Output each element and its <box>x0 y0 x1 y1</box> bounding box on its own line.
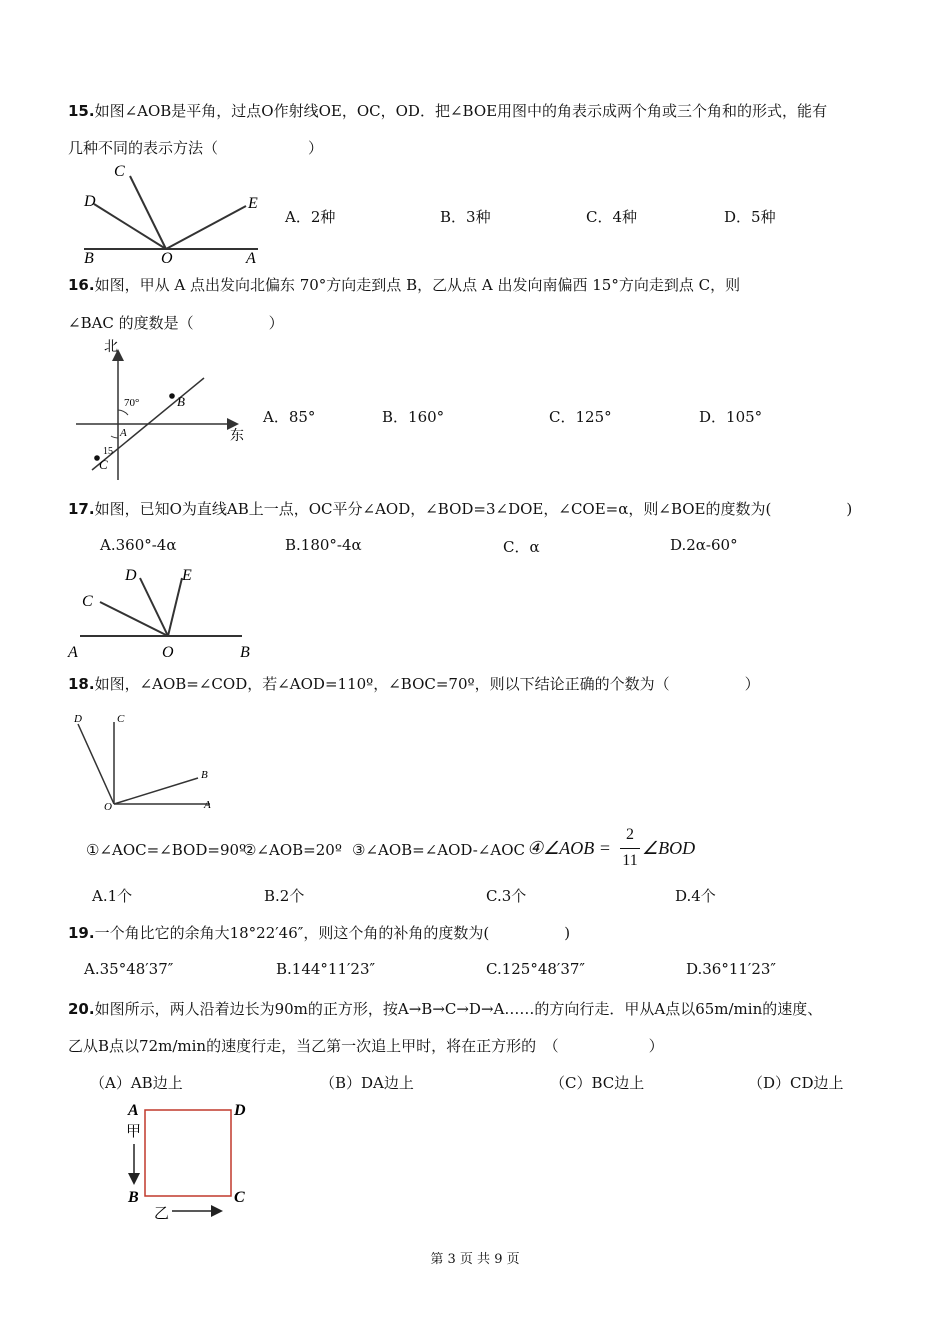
q17-label-b: B <box>240 644 250 661</box>
q18-number: 18. <box>68 675 95 693</box>
q18-fraction-denominator: 11 <box>622 852 638 869</box>
q20-label-yi: 乙 <box>154 1206 170 1222</box>
q18-option-c[interactable]: C.3个 <box>486 887 527 905</box>
q18-label-a: A <box>204 799 211 811</box>
q20-figure <box>120 1098 260 1228</box>
q16-label-70: 70° <box>124 397 140 409</box>
q16-label-15: 15 <box>103 446 113 457</box>
q20-label-c: C <box>234 1189 245 1206</box>
q20-square <box>145 1110 231 1196</box>
q20-label-d: D <box>234 1102 246 1119</box>
q18-option-a[interactable]: A.1个 <box>92 887 133 905</box>
q18-statement-4-suffix: ∠BOD <box>642 838 696 858</box>
q20-option-a[interactable]: （A）AB边上 <box>90 1074 183 1092</box>
q20-label-b: B <box>128 1189 139 1206</box>
q18-label-o: O <box>104 801 112 813</box>
q20-number: 20. <box>68 1000 95 1018</box>
q15-option-c[interactable]: C．4种 <box>586 208 638 226</box>
q15-label-e: E <box>248 195 258 212</box>
q19-number: 19. <box>68 924 95 942</box>
q15-label-d: D <box>84 193 96 210</box>
q16-number: 16. <box>68 276 95 294</box>
page-footer: 第 3 页 共 9 页 <box>430 1252 520 1267</box>
q17-label-c: C <box>82 593 93 610</box>
q18-option-b[interactable]: B.2个 <box>264 887 305 905</box>
q15-option-a[interactable]: A．2种 <box>285 208 336 226</box>
q15-line2: 几种不同的表示方法（ ） <box>68 139 324 157</box>
q20-label-jia: 甲 <box>126 1124 142 1140</box>
q19-line1: 19.一个角比它的余角大18°22′46″，则这个角的补角的度数为( ) <box>68 924 571 942</box>
q16-label-b: B <box>177 394 185 409</box>
q17-label-o: O <box>162 644 174 661</box>
q17-label-e: E <box>182 567 192 584</box>
q16-line1: 16.如图，甲从 A 点出发向北偏东 70°方向走到点 B，乙从点 A 出发向南偏西 15°方向走到点 C，则 <box>68 276 741 294</box>
q20-line1: 20.如图所示，两人沿着边长为90m的正方形，按A→B→C→D→A……的方向行走．甲从A点以65m/min的速度、 <box>68 1000 823 1018</box>
q18-statement-4-prefix: ④∠AOB = <box>527 838 611 858</box>
q18-label-d: D <box>74 713 82 725</box>
q19-option-a[interactable]: A.35°48′37″ <box>84 960 174 978</box>
q19-option-d[interactable]: D.36°11′23″ <box>686 960 777 978</box>
q19-option-c[interactable]: C.125°48′37″ <box>486 960 586 978</box>
q18-statement-2: ②∠AOB=20º <box>243 841 342 859</box>
q19-option-b[interactable]: B.144°11′23″ <box>276 960 376 978</box>
q15-label-a: A <box>246 250 256 267</box>
q17-option-b[interactable]: B.180°-4α <box>285 536 362 554</box>
q15-label-b: B <box>84 250 94 267</box>
q15-figure <box>78 162 268 267</box>
q17-figure <box>64 564 254 664</box>
q17-label-a: A <box>68 644 78 661</box>
q16-line2: ∠BAC 的度数是（ ） <box>68 314 284 332</box>
q18-option-d[interactable]: D.4个 <box>675 887 716 905</box>
q20-option-b[interactable]: （B）DA边上 <box>320 1074 414 1092</box>
q18-label-c: C <box>117 713 125 725</box>
q15-option-b[interactable]: B．3种 <box>440 208 491 226</box>
q18-statement-3: ③∠AOB=∠AOD-∠AOC <box>352 841 525 859</box>
q17-line1: 17.如图，已知O为直线AB上一点，OC平分∠AOD，∠BOD=3∠DOE，∠COE=α，则∠BOE的度数为( ) <box>68 500 853 518</box>
q18-label-b: B <box>201 769 208 781</box>
q18-figure <box>70 710 230 815</box>
q17-label-d: D <box>125 567 137 584</box>
q16-option-a[interactable]: A．85° <box>263 408 316 426</box>
q18-line1: 18.如图，∠AOB=∠COD，若∠AOD=110º，∠BOC=70º，则以下结论正确的个数为（ ） <box>68 675 760 693</box>
q15-label-o: O <box>161 250 173 267</box>
q16-label-north: 北 <box>104 340 118 355</box>
q17-number: 17. <box>68 500 95 518</box>
q20-line2: 乙从B点以72m/min的速度行走，当乙第一次追上甲时，将在正方形的 （ ） <box>68 1037 664 1055</box>
q15-line1: 15.如图∠AOB是平角，过点O作射线OE，OC，OD．把∠BOE用图中的角表示成两个角或三个角和的形式，能有 <box>68 102 828 120</box>
q16-label-east: 东 <box>230 429 244 444</box>
q16-option-d[interactable]: D．105° <box>699 408 763 426</box>
q16-option-c[interactable]: C．125° <box>549 408 612 426</box>
q16-label-a: A <box>120 427 127 439</box>
q20-label-a: A <box>128 1102 139 1119</box>
q15-option-d[interactable]: D．5种 <box>724 208 776 226</box>
q17-option-d[interactable]: D.2α-60° <box>670 536 738 554</box>
q16-option-b[interactable]: B．160° <box>382 408 445 426</box>
q15-number: 15. <box>68 102 95 120</box>
q20-option-c[interactable]: （C）BC边上 <box>550 1074 645 1092</box>
q18-fraction-bar <box>620 848 640 849</box>
q17-option-c[interactable]: C．α <box>503 538 540 556</box>
q17-option-a[interactable]: A.360°-4α <box>100 536 177 554</box>
q18-fraction-numerator: 2 <box>626 826 634 843</box>
q16-label-c: C <box>99 457 108 472</box>
q18-statement-1: ①∠AOC=∠BOD=90º <box>86 841 247 859</box>
q15-label-c: C <box>114 163 125 180</box>
q20-option-d[interactable]: （D）CD边上 <box>748 1074 844 1092</box>
q16-figure <box>70 340 260 490</box>
